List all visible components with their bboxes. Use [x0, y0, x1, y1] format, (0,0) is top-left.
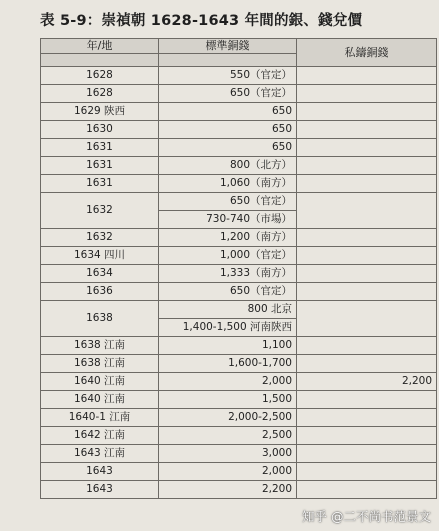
table-row	[41, 301, 437, 319]
table-row	[41, 463, 437, 481]
year-place-cell: 1638	[41, 301, 159, 337]
header-year-place: 年/地	[41, 39, 159, 54]
private-coin-cell	[297, 301, 437, 337]
private-coin-cell	[297, 121, 437, 139]
table-row	[41, 337, 437, 355]
table-row	[41, 481, 437, 499]
standard-coin-cell: 1,000（官定）	[159, 247, 297, 265]
year-place-cell: 1642 江南	[41, 427, 159, 445]
year-place-cell: 1640 江南	[41, 391, 159, 409]
private-coin-cell	[297, 427, 437, 445]
table-row	[41, 391, 437, 409]
watermark: 知乎 @二不尚书范景文	[302, 509, 431, 524]
header-year-place-blank	[41, 54, 159, 67]
private-coin-cell	[297, 229, 437, 247]
table-row	[41, 247, 437, 265]
header-standard-blank	[159, 54, 297, 67]
header-private-coin: 私鑄銅錢	[297, 39, 437, 67]
year-place-cell: 1643	[41, 463, 159, 481]
table-row	[41, 193, 437, 211]
year-place-cell: 1643	[41, 481, 159, 499]
standard-coin-cell: 2,000-2,500	[159, 409, 297, 427]
private-coin-cell	[297, 463, 437, 481]
year-place-cell: 1634 四川	[41, 247, 159, 265]
year-place-cell: 1631	[41, 157, 159, 175]
standard-coin-cell: 1,600-1,700	[159, 355, 297, 373]
standard-coin-cell: 650（官定）	[159, 193, 297, 211]
year-place-cell: 1628	[41, 67, 159, 85]
year-place-cell: 1629 陝西	[41, 103, 159, 121]
table-row	[41, 283, 437, 301]
private-coin-cell	[297, 337, 437, 355]
year-place-cell: 1640 江南	[41, 373, 159, 391]
year-place-cell: 1643 江南	[41, 445, 159, 463]
private-coin-cell	[297, 409, 437, 427]
standard-coin-cell: 650	[159, 121, 297, 139]
private-coin-cell	[297, 391, 437, 409]
page-title: 表 5-9：崇禎朝 1628-1643 年間的銀、錢兌價	[40, 13, 363, 29]
standard-coin-cell: 1,500	[159, 391, 297, 409]
table-row	[41, 355, 437, 373]
header-standard-coin: 標準銅錢	[159, 39, 297, 54]
year-place-cell: 1631	[41, 139, 159, 157]
table-body	[41, 67, 437, 499]
exchange-rate-table	[40, 38, 437, 499]
private-coin-cell: 2,200	[297, 373, 437, 391]
table-row	[41, 409, 437, 427]
private-coin-cell	[297, 265, 437, 283]
year-place-cell: 1632	[41, 193, 159, 229]
table-row	[41, 445, 437, 463]
standard-coin-cell: 2,500	[159, 427, 297, 445]
private-coin-cell	[297, 283, 437, 301]
header-row	[41, 39, 437, 54]
year-place-cell: 1636	[41, 283, 159, 301]
year-place-cell: 1632	[41, 229, 159, 247]
standard-coin-cell: 730-740（市場）	[159, 211, 297, 229]
standard-coin-cell: 2,000	[159, 463, 297, 481]
table-row	[41, 121, 437, 139]
standard-coin-cell: 2,200	[159, 481, 297, 499]
standard-coin-cell: 1,100	[159, 337, 297, 355]
standard-coin-cell: 650（官定）	[159, 283, 297, 301]
table-row	[41, 139, 437, 157]
private-coin-cell	[297, 193, 437, 229]
private-coin-cell	[297, 247, 437, 265]
standard-coin-cell: 650（官定）	[159, 85, 297, 103]
private-coin-cell	[297, 67, 437, 85]
year-place-cell: 1628	[41, 85, 159, 103]
standard-coin-cell: 800 北京	[159, 301, 297, 319]
standard-coin-cell: 650	[159, 103, 297, 121]
standard-coin-cell: 1,400-1,500 河南陝西	[159, 319, 297, 337]
private-coin-cell	[297, 175, 437, 193]
year-place-cell: 1631	[41, 175, 159, 193]
table-row	[41, 229, 437, 247]
table-row	[41, 373, 437, 391]
private-coin-cell	[297, 355, 437, 373]
private-coin-cell	[297, 445, 437, 463]
table-row	[41, 427, 437, 445]
table-row	[41, 265, 437, 283]
standard-coin-cell: 2,000	[159, 373, 297, 391]
private-coin-cell	[297, 157, 437, 175]
table-row	[41, 157, 437, 175]
private-coin-cell	[297, 481, 437, 499]
standard-coin-cell: 1,333（南方）	[159, 265, 297, 283]
standard-coin-cell: 1,060（南方）	[159, 175, 297, 193]
standard-coin-cell: 650	[159, 139, 297, 157]
standard-coin-cell: 800（北方）	[159, 157, 297, 175]
year-place-cell: 1640-1 江南	[41, 409, 159, 427]
year-place-cell: 1638 江南	[41, 337, 159, 355]
table-row	[41, 67, 437, 85]
year-place-cell: 1634	[41, 265, 159, 283]
table-row	[41, 85, 437, 103]
private-coin-cell	[297, 85, 437, 103]
year-place-cell: 1630	[41, 121, 159, 139]
standard-coin-cell: 550（官定）	[159, 67, 297, 85]
table-row	[41, 175, 437, 193]
private-coin-cell	[297, 103, 437, 121]
standard-coin-cell: 1,200（南方）	[159, 229, 297, 247]
private-coin-cell	[297, 139, 437, 157]
year-place-cell: 1638 江南	[41, 355, 159, 373]
table-row	[41, 103, 437, 121]
standard-coin-cell: 3,000	[159, 445, 297, 463]
